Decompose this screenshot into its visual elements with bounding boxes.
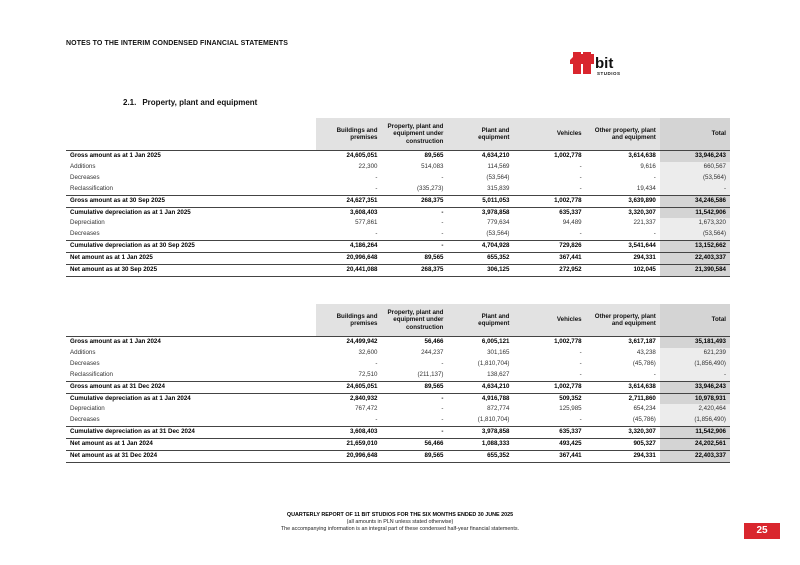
value-cell: 3,608,403 bbox=[316, 427, 382, 439]
col-header-construction: Property, plant and equipment under construction bbox=[381, 118, 447, 151]
table-row bbox=[66, 173, 730, 184]
value-cell: - bbox=[441, 173, 444, 181]
row-label: Net amount as at 1 Jan 2024 bbox=[66, 439, 316, 451]
col-header-construction: Property, plant and equipment under construction bbox=[381, 304, 447, 337]
table-row bbox=[66, 253, 730, 265]
value-cell: 3,978,858 bbox=[447, 207, 513, 218]
total-cell: 22,403,337 bbox=[660, 451, 730, 463]
row-label: Additions bbox=[70, 348, 96, 356]
ppe-table-2025 bbox=[66, 118, 730, 277]
value-cell: 89,565 bbox=[381, 451, 447, 463]
header-blank-cell bbox=[66, 304, 316, 337]
value-cell: - bbox=[441, 405, 444, 413]
value-cell: 19,434 bbox=[636, 184, 656, 192]
value-cell: 3,639,890 bbox=[586, 195, 660, 207]
value-cell: (53,564) bbox=[486, 173, 510, 181]
table-header-row bbox=[66, 304, 730, 337]
total-cell: (1,856,490) bbox=[660, 359, 730, 370]
total-cell: 33,946,243 bbox=[660, 151, 730, 162]
value-cell: 56,466 bbox=[381, 337, 447, 348]
total-cell: 35,181,493 bbox=[660, 337, 730, 348]
value-cell: - bbox=[441, 219, 444, 227]
value-cell: - bbox=[381, 207, 447, 218]
row-label: Additions bbox=[70, 162, 96, 170]
value-cell: 493,425 bbox=[513, 439, 585, 451]
row-label: Decreases bbox=[70, 230, 100, 238]
value-cell: - bbox=[579, 230, 582, 238]
table-row bbox=[66, 415, 730, 426]
footer-disclaimer: The accompanying information is an integral part of these condensed half-year financial statements. bbox=[280, 526, 520, 532]
row-label: Cumulative depreciation as at 31 Dec 2024 bbox=[66, 427, 316, 439]
value-cell: 3,320,307 bbox=[586, 207, 660, 218]
col-header-vehicles: Vehicles bbox=[513, 304, 585, 337]
value-cell: 114,569 bbox=[487, 162, 510, 170]
value-cell: (53,564) bbox=[486, 230, 510, 238]
value-cell: (45,786) bbox=[632, 359, 656, 367]
total-cell: 22,403,337 bbox=[660, 253, 730, 265]
value-cell: 655,352 bbox=[447, 451, 513, 463]
value-cell: - bbox=[579, 173, 582, 181]
row-label: Decreases bbox=[70, 173, 100, 181]
col-header-total: Total bbox=[660, 118, 730, 151]
value-cell: - bbox=[375, 173, 378, 181]
value-cell: 138,627 bbox=[487, 370, 510, 378]
col-header-other: Other property, plant and equipment bbox=[586, 304, 660, 337]
col-header-other: Other property, plant and equipment bbox=[586, 118, 660, 151]
table-row bbox=[66, 162, 730, 173]
value-cell: 1,088,333 bbox=[447, 439, 513, 451]
total-cell: 660,567 bbox=[660, 162, 730, 173]
table-row bbox=[66, 337, 730, 348]
total-cell: (1,856,490) bbox=[660, 415, 730, 426]
value-cell: 367,441 bbox=[513, 451, 585, 463]
total-cell: 1,673,320 bbox=[660, 218, 730, 229]
col-header-buildings: Buildings and premises bbox=[316, 118, 382, 151]
page-header-title: NOTES TO THE INTERIM CONDENSED FINANCIAL STATEMENTS bbox=[66, 40, 288, 47]
value-cell: 24,499,942 bbox=[316, 337, 382, 348]
value-cell: (1,810,704) bbox=[477, 416, 510, 424]
value-cell: 509,352 bbox=[513, 393, 585, 404]
table-row bbox=[66, 404, 730, 415]
table-row bbox=[66, 451, 730, 463]
total-cell: 34,246,586 bbox=[660, 195, 730, 207]
row-label: Cumulative depreciation as at 30 Sep 2025 bbox=[66, 241, 316, 253]
value-cell: - bbox=[375, 230, 378, 238]
value-cell: (1,810,704) bbox=[477, 359, 510, 367]
footer-title: QUARTERLY REPORT OF 11 BIT STUDIOS FOR THE SIX MONTHS ENDED 30 JUNE 2025 bbox=[286, 512, 514, 518]
table-row bbox=[66, 184, 730, 195]
table-header-row bbox=[66, 118, 730, 151]
value-cell: 655,352 bbox=[447, 253, 513, 265]
value-cell: 905,327 bbox=[586, 439, 660, 451]
total-cell: (53,564) bbox=[660, 229, 730, 240]
value-cell: 872,774 bbox=[487, 405, 510, 413]
total-cell: 33,946,243 bbox=[660, 381, 730, 393]
value-cell: 301,165 bbox=[487, 348, 510, 356]
value-cell: 306,125 bbox=[447, 265, 513, 277]
row-label: Net amount as at 1 Jan 2025 bbox=[66, 253, 316, 265]
total-cell: - bbox=[660, 370, 730, 381]
row-label: Gross amount as at 30 Sep 2025 bbox=[66, 195, 316, 207]
row-label: Net amount as at 30 Sep 2025 bbox=[66, 265, 316, 277]
value-cell: 1,002,778 bbox=[513, 381, 585, 393]
value-cell: 4,186,264 bbox=[316, 241, 382, 253]
value-cell: 3,320,307 bbox=[586, 427, 660, 439]
row-label: Depreciation bbox=[70, 405, 105, 413]
total-cell: 10,978,931 bbox=[660, 393, 730, 404]
value-cell: 268,375 bbox=[381, 195, 447, 207]
table-body bbox=[66, 151, 730, 277]
value-cell: - bbox=[381, 393, 447, 404]
col-header-plant: Plant and equipment bbox=[447, 118, 513, 151]
value-cell: 4,916,788 bbox=[447, 393, 513, 404]
value-cell: 32,600 bbox=[358, 348, 378, 356]
value-cell: 3,617,187 bbox=[586, 337, 660, 348]
value-cell: - bbox=[579, 348, 582, 356]
value-cell: - bbox=[579, 370, 582, 378]
value-cell: 3,541,644 bbox=[586, 241, 660, 253]
table-row bbox=[66, 151, 730, 162]
table-row bbox=[66, 218, 730, 229]
value-cell: 635,337 bbox=[513, 207, 585, 218]
value-cell: 43,238 bbox=[636, 348, 656, 356]
value-cell: 244,237 bbox=[421, 348, 444, 356]
value-cell: 21,659,010 bbox=[316, 439, 382, 451]
value-cell: 2,711,860 bbox=[586, 393, 660, 404]
value-cell: 635,337 bbox=[513, 427, 585, 439]
value-cell: (211,137) bbox=[417, 370, 444, 378]
section-title bbox=[123, 98, 257, 107]
total-cell: 2,420,464 bbox=[660, 404, 730, 415]
total-cell: 11,542,906 bbox=[660, 207, 730, 218]
col-header-buildings: Buildings and premises bbox=[316, 304, 382, 337]
value-cell: 268,375 bbox=[381, 265, 447, 277]
value-cell: (335,273) bbox=[416, 184, 444, 192]
value-cell: 221,337 bbox=[633, 219, 656, 227]
row-label: Gross amount as at 1 Jan 2025 bbox=[66, 151, 316, 162]
page-number-badge: 25 bbox=[744, 523, 780, 539]
value-cell: - bbox=[579, 184, 582, 192]
value-cell: 4,704,928 bbox=[447, 241, 513, 253]
value-cell: 514,083 bbox=[421, 162, 444, 170]
value-cell: 20,996,648 bbox=[316, 451, 382, 463]
section-number: 2.1. bbox=[123, 98, 137, 107]
value-cell: 24,627,351 bbox=[316, 195, 382, 207]
value-cell: 24,605,051 bbox=[316, 151, 382, 162]
table-row bbox=[66, 381, 730, 393]
value-cell: 20,441,088 bbox=[316, 265, 382, 277]
page-footer bbox=[200, 512, 600, 533]
value-cell: - bbox=[579, 359, 582, 367]
row-label: Gross amount as at 31 Dec 2024 bbox=[66, 381, 316, 393]
value-cell: 1,002,778 bbox=[513, 151, 585, 162]
value-cell: 3,614,638 bbox=[586, 381, 660, 393]
value-cell: 272,952 bbox=[513, 265, 585, 277]
value-cell: 56,466 bbox=[381, 439, 447, 451]
value-cell: 3,608,403 bbox=[316, 207, 382, 218]
value-cell: 6,005,121 bbox=[447, 337, 513, 348]
total-cell: 13,152,662 bbox=[660, 241, 730, 253]
value-cell: - bbox=[441, 359, 444, 367]
value-cell: - bbox=[375, 416, 378, 424]
value-cell: - bbox=[381, 241, 447, 253]
row-label: Gross amount as at 1 Jan 2024 bbox=[66, 337, 316, 348]
value-cell: - bbox=[579, 416, 582, 424]
row-label: Net amount as at 31 Dec 2024 bbox=[66, 451, 316, 463]
row-label: Reclassification bbox=[70, 184, 113, 192]
value-cell: 3,614,638 bbox=[586, 151, 660, 162]
row-label: Cumulative depreciation as at 1 Jan 2024 bbox=[66, 393, 316, 404]
value-cell: 24,605,051 bbox=[316, 381, 382, 393]
total-cell: 24,202,561 bbox=[660, 439, 730, 451]
value-cell: 89,565 bbox=[381, 381, 447, 393]
value-cell: 1,002,778 bbox=[513, 195, 585, 207]
value-cell: - bbox=[375, 359, 378, 367]
value-cell: 294,331 bbox=[586, 253, 660, 265]
col-header-vehicles: Vehicles bbox=[513, 118, 585, 151]
value-cell: - bbox=[375, 184, 378, 192]
value-cell: 1,002,778 bbox=[513, 337, 585, 348]
value-cell: 4,634,210 bbox=[447, 151, 513, 162]
value-cell: 4,634,210 bbox=[447, 381, 513, 393]
total-cell: 21,390,584 bbox=[660, 265, 730, 277]
row-label: Depreciation bbox=[70, 219, 105, 227]
value-cell: 654,234 bbox=[633, 405, 656, 413]
value-cell: 102,045 bbox=[586, 265, 660, 277]
table-row bbox=[66, 393, 730, 404]
value-cell: - bbox=[579, 162, 582, 170]
table-row bbox=[66, 359, 730, 370]
value-cell: 125,985 bbox=[559, 405, 582, 413]
value-cell: 89,565 bbox=[381, 253, 447, 265]
table-row bbox=[66, 207, 730, 218]
value-cell: 3,978,858 bbox=[447, 427, 513, 439]
ppe-table-2024 bbox=[66, 304, 730, 463]
value-cell: 294,331 bbox=[586, 451, 660, 463]
table-row bbox=[66, 348, 730, 359]
table-row bbox=[66, 265, 730, 277]
value-cell: - bbox=[653, 230, 656, 238]
table-row bbox=[66, 439, 730, 451]
col-header-total: Total bbox=[660, 304, 730, 337]
total-cell: - bbox=[660, 184, 730, 195]
value-cell: 89,565 bbox=[381, 151, 447, 162]
table-body bbox=[66, 337, 730, 463]
value-cell: 577,861 bbox=[355, 219, 378, 227]
table-row bbox=[66, 427, 730, 439]
value-cell: 2,840,932 bbox=[316, 393, 382, 404]
header-blank-cell bbox=[66, 118, 316, 151]
value-cell: 22,300 bbox=[358, 162, 378, 170]
logo-subtext: STUDIOS bbox=[597, 71, 621, 76]
row-label: Decreases bbox=[70, 359, 100, 367]
table-row bbox=[66, 241, 730, 253]
value-cell: - bbox=[441, 230, 444, 238]
value-cell: 5,011,053 bbox=[447, 195, 513, 207]
value-cell: - bbox=[381, 427, 447, 439]
row-label: Reclassification bbox=[70, 370, 113, 378]
company-logo bbox=[570, 50, 630, 78]
total-cell: (53,564) bbox=[660, 173, 730, 184]
logo-text: bit bbox=[595, 55, 614, 72]
value-cell: 9,616 bbox=[640, 162, 656, 170]
table-row bbox=[66, 195, 730, 207]
section-title-text: Property, plant and equipment bbox=[142, 98, 258, 107]
table-row bbox=[66, 370, 730, 381]
value-cell: (45,786) bbox=[632, 416, 656, 424]
row-label: Decreases bbox=[70, 416, 100, 424]
value-cell: - bbox=[653, 173, 656, 181]
row-label: Cumulative depreciation as at 1 Jan 2025 bbox=[66, 207, 316, 218]
value-cell: 729,826 bbox=[513, 241, 585, 253]
footer-currency-note: (all amounts in PLN unless stated otherwise) bbox=[346, 519, 454, 525]
value-cell: - bbox=[653, 370, 656, 378]
col-header-plant: Plant and equipment bbox=[447, 304, 513, 337]
value-cell: 20,996,648 bbox=[316, 253, 382, 265]
logo-mark-icon bbox=[570, 50, 630, 78]
value-cell: 72,510 bbox=[358, 370, 378, 378]
value-cell: 367,441 bbox=[513, 253, 585, 265]
total-cell: 11,542,906 bbox=[660, 427, 730, 439]
value-cell: - bbox=[441, 416, 444, 424]
total-cell: 621,239 bbox=[660, 348, 730, 359]
value-cell: 767,472 bbox=[355, 405, 378, 413]
table-row bbox=[66, 229, 730, 240]
value-cell: 315,839 bbox=[487, 184, 510, 192]
value-cell: 779,634 bbox=[487, 219, 510, 227]
value-cell: 94,489 bbox=[562, 219, 582, 227]
